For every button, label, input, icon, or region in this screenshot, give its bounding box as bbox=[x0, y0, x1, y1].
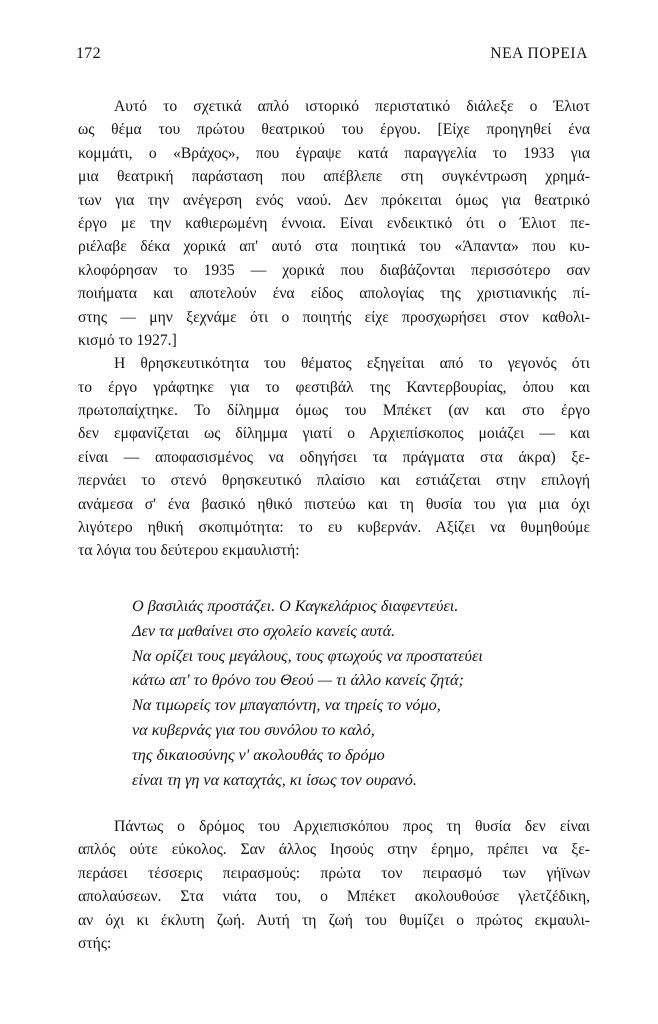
text-line: έργο με την καθιερωμένη έννοια. Είναι ενδεικτικό ότι ο Έλιοτ πε- bbox=[78, 214, 590, 232]
running-head: ΝΕΑ ΠΟΡΕΙΑ bbox=[490, 45, 588, 62]
text-line: ανάμεσα σ' ένα βασικό ηθικό πιστεύω και τη θυσία του για μια όχι bbox=[78, 495, 590, 513]
text-line: περάσει τέσσερις πειρασμούς: πρώτα τον πειρασμό των γήϊνων bbox=[78, 864, 590, 882]
page-number: 172 bbox=[76, 45, 101, 62]
verse-quote bbox=[132, 594, 592, 792]
text-line: των για την ανέγερση ενός ναού. Δεν πρόκειται όμως για θεατρικό bbox=[78, 191, 590, 209]
text-line: το έργο γράφτηκε για το φεστιβάλ της Καντερβουρίας, όπου και bbox=[78, 378, 590, 396]
text-line: κομμάτι, ο «Βράχος», που έγραψε κατά παραγγελία το 1933 για bbox=[78, 144, 590, 162]
text-line: πρωτοπαίχτηκε. Το δίλημμα όμως του Μπέκετ (αν και στο έργο bbox=[78, 402, 590, 420]
text-line: αν όχι κι έκλυτη ζωή. Αυτή τη ζωή του θυμίζει ο πρώτος εκμαυλι- bbox=[78, 911, 590, 929]
text-line: κλοφόρησαν το 1935 — χορικά που διαβάζονται περισσότερο σαν bbox=[78, 261, 590, 279]
body-text-upper bbox=[78, 95, 590, 563]
text-line: τα λόγια του δεύτερου εκμαυλιστή: bbox=[78, 542, 300, 560]
verse-line: Ο βασιλιάς προστάζει. Ο Καγκελάριος διαφεντεύει. bbox=[132, 597, 459, 615]
verse-line: είναι τη γη να καταχτάς, κι ίσως τον ουρανό. bbox=[132, 770, 417, 789]
text-line: ποιήματα και αποτελούν ένα είδος απολογίας της χριστιανικής πί- bbox=[78, 285, 590, 303]
text-line: Αυτό το σχετικά απλό ιστορικό περιστατικό διάλεξε ο Έλιοτ bbox=[114, 98, 590, 115]
text-line: ριέλαβε δέκα χορικά απ' αυτό στα ποιητικά του «Άπαντα» που κυ- bbox=[78, 238, 590, 256]
verse-line: Δεν τα μαθαίνει στο σχολείο κανείς αυτά. bbox=[132, 621, 396, 640]
text-line: Η θρησκευτικότητα του θέματος εξηγείται από το γεγονός ότι bbox=[114, 355, 590, 373]
verse-line: Να ορίζει τους μεγάλους, τους φτωχούς να προστατεύει bbox=[132, 646, 483, 665]
text-line: ως θέμα του πρώτου θεατρικού του έργου. [Είχε προηγηθεί ένα bbox=[78, 121, 590, 139]
text-line: λιγότερο ηθική σκοπιμότητα: το ευ κυβερνάν. Αξίζει να θυμηθούμε bbox=[78, 519, 590, 537]
verse-line: της δικαιοσύνης ν' ακολουθάς το δρόμο bbox=[132, 745, 385, 764]
text-line: κισμό το 1927.] bbox=[78, 331, 177, 349]
text-line: απλός ούτε εύκολος. Σαν άλλος Ιησούς στην έρημο, πρέπει να ξε- bbox=[78, 841, 590, 859]
text-line: στής: bbox=[78, 934, 112, 952]
body-text-lower bbox=[78, 815, 590, 955]
text-line: στης — μην ξεχνάμε ότι ο ποιητής είχε προσχωρήσει στον καθολι- bbox=[78, 308, 590, 326]
verse-line: να κυβερνάς για του συνόλου το καλό, bbox=[132, 720, 375, 739]
verse-line: κάτω απ' το θρόνο του Θεού — τι άλλο κανείς ζητά; bbox=[132, 671, 464, 690]
text-line: είναι — αποφασισμένος να οδηγήσει τα πράγματα στα άκρα) ξε- bbox=[78, 448, 590, 466]
text-line: δεν εμφανίζεται ως δίλημμα γιατί ο Αρχιεπίσκοπος μοιάζει — και bbox=[78, 425, 590, 443]
text-line: μια θεατρική παράσταση που απέβλεπε στη συγκέντρωση χρημά- bbox=[78, 168, 590, 186]
text-line: Πάντως ο δρόμος του Αρχιεπισκόπου προς τη θυσία δεν είναι bbox=[114, 818, 590, 835]
verse-line: Να τιμωρείς τον μπαγαπόντη, να τηρείς το νόμο, bbox=[132, 696, 441, 715]
text-line: απολαύσεων. Στα νιάτα του, ο Μπέκετ ακολουθούσε γλετζέδικη, bbox=[78, 888, 590, 906]
text-line: περνάει το στενό θρησκευτικό πλαίσιο και εστιάζεται στην επιλογή bbox=[78, 472, 590, 490]
